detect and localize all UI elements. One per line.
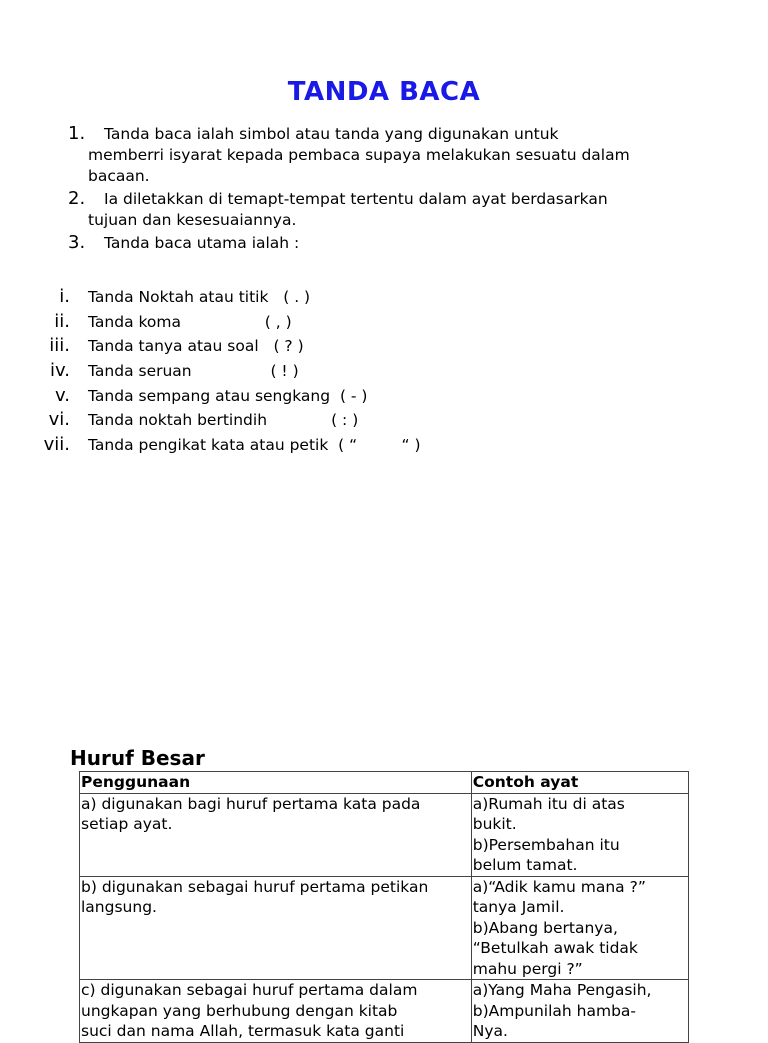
- cell-line: bukit.: [472, 815, 517, 833]
- list-item-text: Tanda noktah bertindih ( : ): [88, 411, 359, 430]
- numbered-list: [68, 124, 728, 256]
- example-cell: [471, 980, 688, 1043]
- section-heading: Huruf Besar: [70, 746, 205, 770]
- list-item-text: Tanda pengikat kata atau petik ( “ “ ): [88, 436, 421, 455]
- table-row: [80, 980, 689, 1043]
- page-title: TANDA BACA: [287, 77, 481, 107]
- table-row: [80, 793, 689, 876]
- roman-numeral: ii.: [54, 310, 70, 332]
- example-cell: [471, 876, 688, 980]
- item-line: tujuan dan kesesuaiannya.: [88, 211, 297, 229]
- list-item-text: Tanda tanya atau soal ( ? ): [88, 337, 304, 356]
- usage-cell: [80, 793, 472, 876]
- column-header-example: Contoh ayat: [471, 772, 688, 794]
- numbered-item: [68, 189, 728, 231]
- item-number: 1.: [68, 123, 86, 144]
- usage-cell: [80, 980, 472, 1043]
- cell-line: a) digunakan bagi huruf pertama kata pada: [81, 794, 421, 813]
- list-item-text: Tanda koma ( , ): [88, 312, 292, 331]
- cell-line: c) digunakan sebagai huruf pertama dalam: [81, 981, 418, 999]
- cell-line: b)Ampunilah hamba-: [472, 1001, 637, 1020]
- cell-line: b)Persembahan itu: [472, 835, 620, 854]
- usage-cell: [80, 876, 472, 980]
- list-item: [30, 359, 630, 384]
- cell-line: setiap ayat.: [81, 815, 173, 833]
- cell-line: b)Abang bertanya,: [472, 918, 618, 937]
- list-item: [30, 408, 630, 433]
- example-cell: [471, 793, 688, 876]
- table-header-row: [80, 772, 689, 794]
- cell-line: Nya.: [472, 1022, 508, 1040]
- list-item: [30, 433, 630, 458]
- list-item: [30, 285, 630, 310]
- list-item: [30, 384, 630, 409]
- item-line: Tanda baca utama ialah :: [104, 234, 300, 252]
- list-item: [30, 310, 630, 335]
- list-item-text: Tanda seruan ( ! ): [88, 362, 299, 381]
- item-line: memberri isyarat kepada pembaca supaya melakukan sesuatu dalam: [88, 146, 630, 164]
- cell-line: tanya Jamil.: [472, 898, 565, 916]
- cell-line: ungkapan yang berhubung dengan kitab: [81, 1001, 398, 1020]
- cell-line: a)Yang Maha Pengasih,: [472, 981, 652, 999]
- cell-line: a)“Adik kamu mana ?”: [472, 877, 646, 896]
- item-line: Tanda baca ialah simbol atau tanda yang digunakan untuk: [104, 125, 559, 143]
- table-row: [80, 876, 689, 980]
- roman-numeral: iv.: [50, 360, 70, 382]
- roman-numeral: vi.: [48, 409, 70, 431]
- cell-line: suci dan nama Allah, termasuk kata ganti: [81, 1022, 405, 1040]
- roman-numeral: iii.: [49, 335, 70, 357]
- numbered-item: [68, 124, 728, 187]
- column-header-usage: Penggunaan: [80, 772, 472, 794]
- punctuation-list: [30, 285, 630, 458]
- item-line: Ia diletakkan di temapt-tempat tertentu dalam ayat berdasarkan: [104, 190, 608, 208]
- cell-line: mahu pergi ?”: [472, 959, 583, 978]
- cell-line: b) digunakan sebagai huruf pertama petikan: [81, 877, 429, 896]
- list-item: [30, 334, 630, 359]
- list-item-text: Tanda sempang atau sengkang ( - ): [88, 386, 368, 405]
- roman-numeral: v.: [55, 384, 70, 406]
- cell-line: langsung.: [81, 898, 157, 916]
- list-item-text: Tanda Noktah atau titik ( . ): [88, 288, 311, 306]
- item-line: bacaan.: [88, 167, 150, 185]
- cell-line: “Betulkah awak tidak: [472, 939, 638, 957]
- roman-numeral: i.: [59, 286, 70, 307]
- usage-table: [79, 771, 689, 1043]
- item-number: 2.: [68, 188, 86, 209]
- cell-line: a)Rumah itu di atas: [472, 794, 625, 813]
- numbered-item: [68, 233, 728, 254]
- roman-numeral: vii.: [43, 434, 70, 456]
- cell-line: belum tamat.: [472, 856, 578, 874]
- item-number: 3.: [68, 232, 86, 253]
